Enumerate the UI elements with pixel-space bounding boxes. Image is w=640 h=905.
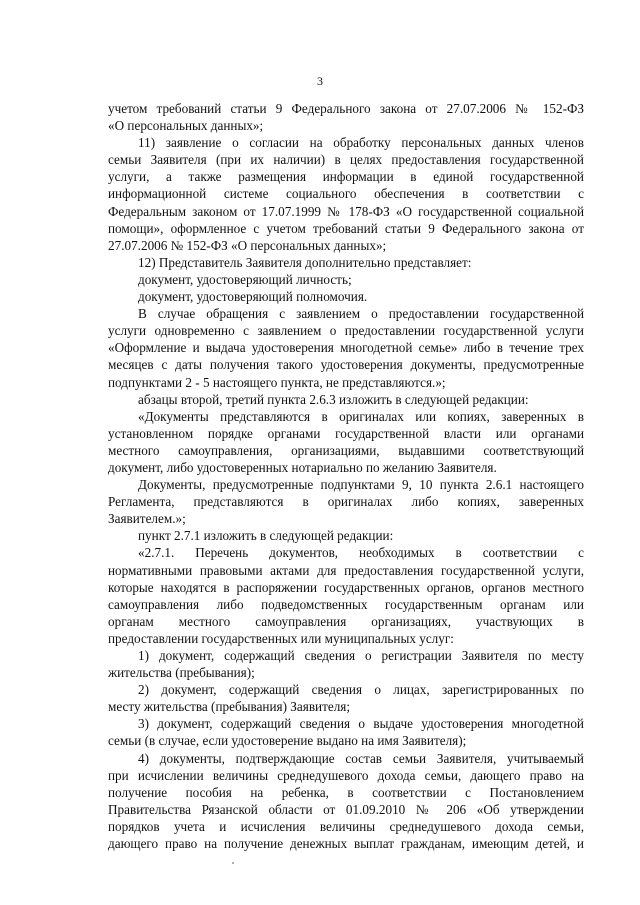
text-line: документ, удостоверяющий полномочия. <box>138 289 368 305</box>
text-line: 1) документ, содержащий сведения о регистрации Заявителя по месту <box>138 648 584 663</box>
text-line: предоставлении государственных или муниципальных услуг: <box>108 630 454 646</box>
text-line: 11) заявление о согласии на обработку персональных данных членов <box>138 135 584 151</box>
text-line: «Оформление и выдача удостоверения многодетной семье» либо в течение трех <box>108 340 584 356</box>
text-line: услуги одновременно с заявлением о предоставлении государственной услуги <box>108 323 584 339</box>
text-line: при исчислении величины среднедушевого дохода семьи, дающего право на <box>108 767 584 783</box>
text-line: Правительства Рязанской области от 01.09.2010 № 206 «Об утверждении <box>108 801 584 817</box>
text-line: 3) документ, содержащий сведения о выдаче удостоверения многодетной <box>138 716 584 732</box>
text-line: семьи (в случае, если удостоверение выдано на имя Заявителя); <box>108 733 467 749</box>
text-line: абзацы второй, третий пункта 2.6.3 изложить в следующей редакции: <box>138 391 529 407</box>
text-line: В случае обращения с заявлением о предоставлении государственной <box>138 306 584 322</box>
text-line: которые находятся в распоряжении государственных органов, органов местного <box>108 579 584 595</box>
text-line: семьи Заявителя (при их наличии) в целях предоставления государственной <box>108 152 584 168</box>
text-line: Федеральным законом от 17.07.1999 № 178-ФЗ «О государственной социальной <box>108 203 584 219</box>
text-line: пункт 2.7.1 изложить в следующей редакции: <box>138 528 394 544</box>
text-line: жительства (пребывания); <box>108 665 255 681</box>
text-line: информационной системе социального обеспечения в соответствии с <box>108 186 584 202</box>
text-line: органам местного самоуправления организациях, участвующих в <box>108 613 584 629</box>
text-line: дающего право на получение денежных выплат гражданам, имеющим детей, и <box>108 836 584 852</box>
text-line: установленном порядке органами государственной власти или органами <box>108 425 584 441</box>
page-number: 3 <box>317 74 323 88</box>
text-line: «2.7.1. Перечень документов, необходимых в соответствии с <box>138 545 584 561</box>
text-line: 4) документы, подтверждающие состав семьи Заявителя, учитываемый <box>138 750 584 766</box>
text-line: 2) документ, содержащий сведения о лицах, зарегистрированных по <box>138 682 584 698</box>
text-line: подпунктами 2 - 5 настоящего пункта, не представляются.»; <box>108 374 446 390</box>
text-line: порядков учета и исчисления величины среднедушевого дохода семьи, <box>108 818 584 834</box>
text-line: помощи», оформленное с учетом требований статьи 9 Федерального закона от <box>108 220 584 236</box>
text-line: документ, либо удостоверенных нотариально по желанию Заявителя. <box>108 459 497 475</box>
text-line: Документы, предусмотренные подпунктами 9, 10 пункта 2.6.1 настоящего <box>138 477 584 493</box>
text-line: месяцев с даты получения такого удостоверения документы, предусмотренные <box>108 357 584 373</box>
text-line: получение пособия на ребенка, в соответствии с Постановлением <box>108 784 584 800</box>
text-line: нормативными правовыми актами для предоставления государственной услуги, <box>108 562 584 578</box>
text-line: Регламента, представляются в оригиналах либо копиях, заверенных <box>108 494 584 510</box>
text-line: документ, удостоверяющий личность; <box>138 271 352 287</box>
text-line: самоуправления либо подведомственных государственным органам или <box>108 596 584 612</box>
text-line: местного самоуправления, организациями, выдавшими соответствующий <box>108 442 584 458</box>
text-line: 12) Представитель Заявителя дополнительно представляет: <box>138 254 472 270</box>
page-body-text <box>108 100 584 852</box>
text-line: «О персональных данных»; <box>108 118 264 134</box>
text-line: учетом требований статьи 9 Федерального закона от 27.07.2006 № 152-ФЗ <box>108 101 584 116</box>
text-line: 27.07.2006 № 152-ФЗ «О персональных данных»; <box>108 237 387 253</box>
text-line: Заявителем.»; <box>108 511 186 527</box>
text-line: «Документы представляются в оригиналах или копиях, заверенных в <box>138 408 584 424</box>
text-line: месту жительства (пребывания) Заявителя; <box>108 699 351 715</box>
scan-speck <box>232 862 234 864</box>
text-line: услуги, а также размещения информации в единой государственной <box>108 169 584 185</box>
